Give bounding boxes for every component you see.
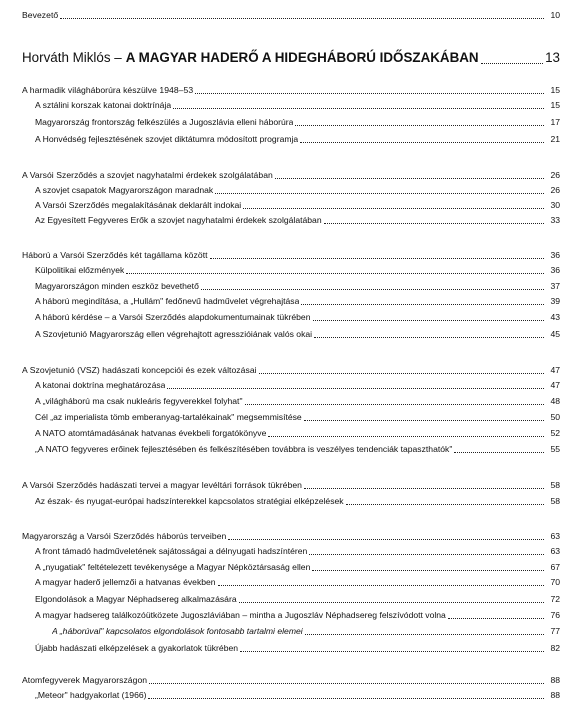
toc-entry-title: Magyarország a Varsói Szerződés háborús terveiben: [22, 531, 227, 541]
toc-subsection-entry[interactable]: [35, 546, 560, 557]
dot-leader: [215, 193, 544, 194]
toc-page-number: 37: [550, 281, 560, 291]
toc-entry-title: A háború kérdése – a Varsói Szerződés alapdokumentumainak tükrében: [35, 312, 311, 322]
dot-leader: [295, 125, 544, 126]
toc-subsection-entry[interactable]: [35, 412, 560, 423]
toc-page-number: 63: [550, 531, 560, 541]
toc-entry-title: A szovjet csapatok Magyarországon maradnak: [35, 185, 214, 195]
dot-leader: [201, 289, 544, 290]
toc-entry-title: A Szovjetunió Magyarország ellen végrehajtott agresszióiának valós okai: [35, 329, 313, 339]
toc-book-title: A MAGYAR HADERŐ A HIDEGHÁBORÚ IDŐSZAKÁBAN: [125, 50, 479, 65]
dot-leader: [481, 63, 543, 64]
toc-entry-title: Az Egyesített Fegyveres Erők a szovjet nagyhatalmi érdekek szolgálatában: [35, 215, 322, 225]
toc-subsection-entry[interactable]: [35, 428, 560, 439]
toc-page-number: 10: [550, 10, 560, 20]
dot-leader: [149, 683, 544, 684]
toc-section-entry[interactable]: [22, 365, 560, 376]
toc-subsection-entry[interactable]: [35, 312, 560, 323]
toc-entry-title: A „háborúval" kapcsolatos elgondolások fontosabb tartalmi elemei: [52, 626, 303, 636]
toc-page-number: 52: [550, 428, 560, 438]
toc-page-number: 30: [550, 200, 560, 210]
toc-page-number: 67: [550, 562, 560, 572]
toc-page-number: 26: [550, 185, 560, 195]
dot-leader: [173, 108, 544, 109]
toc-subsection-entry[interactable]: [52, 626, 560, 637]
toc-subsection-entry[interactable]: [35, 496, 560, 507]
toc-entry-title: A „világháború ma csak nukleáris fegyverekkel folyhat": [35, 396, 243, 406]
toc-page-number: 48: [550, 396, 560, 406]
dot-leader: [195, 93, 544, 94]
toc-page-number: 13: [545, 50, 560, 65]
toc-page-number: 76: [550, 610, 560, 620]
toc-entry-title: Újabb hadászati elképzelések a gyakorlatok tükrében: [35, 643, 239, 653]
toc-entry-title: A Varsói Szerződés a szovjet nagyhatalmi érdekek szolgálatában: [22, 170, 273, 180]
toc-entry-title: A harmadik világháborúra készülve 1948–53: [22, 85, 194, 95]
dot-leader: [275, 178, 544, 179]
toc-entry-title: A „nyugatiak" feltételezett tevékenysége a Magyar Népköztársaság ellen: [35, 562, 311, 572]
dot-leader: [454, 452, 544, 453]
toc-entry-title: A Varsói Szerződés hadászati tervei a magyar levéltári források tükrében: [22, 480, 303, 490]
toc-page-number: 45: [550, 329, 560, 339]
toc-page-number: 58: [550, 496, 560, 506]
toc-page-number: 63: [550, 546, 560, 556]
dot-leader: [167, 388, 544, 389]
dot-leader: [240, 651, 544, 652]
toc-subsection-entry[interactable]: [35, 594, 560, 605]
toc-page-number: 88: [550, 690, 560, 700]
dot-leader: [300, 142, 544, 143]
toc-subsection-entry[interactable]: [35, 296, 560, 307]
toc-page-number: 82: [550, 643, 560, 653]
dot-leader: [148, 698, 544, 699]
toc-entry-title: „A NATO fegyveres erőinek fejlesztésében és felkészítésében továbbra is veszélyes tendenciák tapaszthatók": [35, 444, 453, 454]
toc-entry-title: A Varsói Szerződés megalakításának deklarált indokai: [35, 200, 242, 210]
toc-subsection-entry[interactable]: [35, 134, 560, 145]
toc-page-number: 58: [550, 480, 560, 490]
toc-book-heading[interactable]: [22, 49, 560, 66]
toc-entry-title: A NATO atomtámadásának hatvanas évekbeli forgatókönyve: [35, 428, 267, 438]
dot-leader: [210, 258, 544, 259]
toc-page-number: 15: [550, 85, 560, 95]
toc-section-entry[interactable]: [22, 531, 560, 542]
toc-entry-title: Bevezető: [22, 10, 59, 20]
dot-leader: [346, 504, 544, 505]
toc-page-number: 21: [550, 134, 560, 144]
toc-subsection-entry[interactable]: [35, 577, 560, 588]
toc-section-entry[interactable]: [22, 675, 560, 686]
toc-entry-title: [22, 49, 479, 66]
dot-leader: [301, 304, 544, 305]
dot-leader: [313, 320, 545, 321]
dot-leader: [304, 488, 544, 489]
toc-entry-title: Magyarország frontország felkészülés a Jugoszlávia elleni háborúra: [35, 117, 294, 127]
toc-entry-title: A katonai doktrína meghatározása: [35, 380, 166, 390]
toc-page-number: 47: [550, 380, 560, 390]
toc-subsection-entry[interactable]: [35, 610, 560, 621]
toc-subsection-entry[interactable]: [35, 380, 560, 391]
toc-entry-title: A magyar hadsereg találkozóütközete Jugoszláviában – mintha a Jugoszláv Néphadsereg felszívódott volna: [35, 610, 446, 620]
toc-page-number: 17: [550, 117, 560, 127]
dot-leader: [245, 404, 545, 405]
toc-page-number: 55: [550, 444, 560, 454]
toc-page-number: 47: [550, 365, 560, 375]
toc-subsection-entry[interactable]: [35, 396, 560, 407]
toc-subsection-entry[interactable]: [35, 281, 560, 292]
toc-entry-title: Atomfegyverek Magyarországon: [22, 675, 148, 685]
toc-subsection-entry[interactable]: [35, 265, 560, 276]
toc-subsection-entry[interactable]: [35, 643, 560, 654]
toc-subsection-entry[interactable]: [35, 690, 560, 701]
toc-page-number: 88: [550, 675, 560, 685]
toc-subsection-entry[interactable]: [35, 100, 560, 111]
toc-entry-title: A sztálini korszak katonai doktrínája: [35, 100, 172, 110]
dot-leader: [312, 570, 544, 571]
toc-entry-title: „Meteor" hadgyakorlat (1966): [35, 690, 147, 700]
toc-section-entry[interactable]: [22, 10, 560, 21]
dot-leader: [60, 18, 544, 19]
toc-subsection-entry[interactable]: [35, 329, 560, 340]
toc-page-number: 36: [550, 265, 560, 275]
toc-entry-title: A Szovjetunió (VSZ) hadászati koncepciói és ezek változásai: [22, 365, 257, 375]
toc-subsection-entry[interactable]: [35, 562, 560, 573]
dot-leader: [309, 554, 544, 555]
toc-page-number: 36: [550, 250, 560, 260]
toc-section-entry[interactable]: [22, 170, 560, 181]
toc-section-entry[interactable]: [22, 250, 560, 261]
toc-section-entry[interactable]: [22, 85, 560, 96]
toc-subsection-entry[interactable]: [35, 200, 560, 211]
dot-leader: [324, 223, 544, 224]
toc-page-number: 43: [550, 312, 560, 322]
dot-leader: [314, 337, 544, 338]
toc-entry-title: Magyarországon minden eszköz bevethető: [35, 281, 199, 291]
dot-leader: [228, 539, 544, 540]
dot-leader: [259, 373, 544, 374]
dot-leader: [239, 602, 544, 603]
toc-entry-title: A magyar haderő jellemzői a hatvanas években: [35, 577, 216, 587]
toc-entry-title: A Honvédség fejlesztésének szovjet diktátumra módosított programja: [35, 134, 299, 144]
toc-subsection-entry[interactable]: [35, 185, 560, 196]
toc-page-number: 39: [550, 296, 560, 306]
toc-entry-title: A front támadó hadműveletének sajátosságai a délnyugati hadszíntéren: [35, 546, 308, 556]
toc-subsection-entry[interactable]: [35, 215, 560, 226]
dot-leader: [448, 618, 544, 619]
toc-entry-title: Külpolitikai előzmények: [35, 265, 125, 275]
dot-leader: [126, 273, 544, 274]
toc-page-number: 77: [550, 626, 560, 636]
toc-entry-title: Az észak- és nyugat-európai hadszínterekkel kapcsolatos stratégiai elképzelések: [35, 496, 344, 506]
dot-leader: [304, 420, 544, 421]
toc-page-number: 70: [550, 577, 560, 587]
toc-section-entry[interactable]: [22, 480, 560, 491]
dot-leader: [218, 585, 544, 586]
toc-entry-title: A háború megindítása, a „Hullám" fedőnevű hadművelet végrehajtása: [35, 296, 300, 306]
dot-leader: [268, 436, 544, 437]
toc-page-number: 72: [550, 594, 560, 604]
toc-page-number: 50: [550, 412, 560, 422]
toc-entry-title: Háború a Varsói Szerződés két tagállama között: [22, 250, 208, 260]
toc-author: Horváth Miklós –: [22, 50, 122, 65]
toc-page-number: 26: [550, 170, 560, 180]
toc-subsection-entry[interactable]: [35, 117, 560, 128]
toc-entry-title: Elgondolások a Magyar Néphadsereg alkalmazására: [35, 594, 237, 604]
dot-leader: [305, 634, 544, 635]
dot-leader: [243, 208, 544, 209]
toc-subsection-entry[interactable]: [35, 444, 560, 455]
toc-entry-title: Cél „az imperialista tömb emberanyag-tartalékainak" megsemmisítése: [35, 412, 302, 422]
toc-page-number: 15: [550, 100, 560, 110]
toc-page-number: 33: [550, 215, 560, 225]
